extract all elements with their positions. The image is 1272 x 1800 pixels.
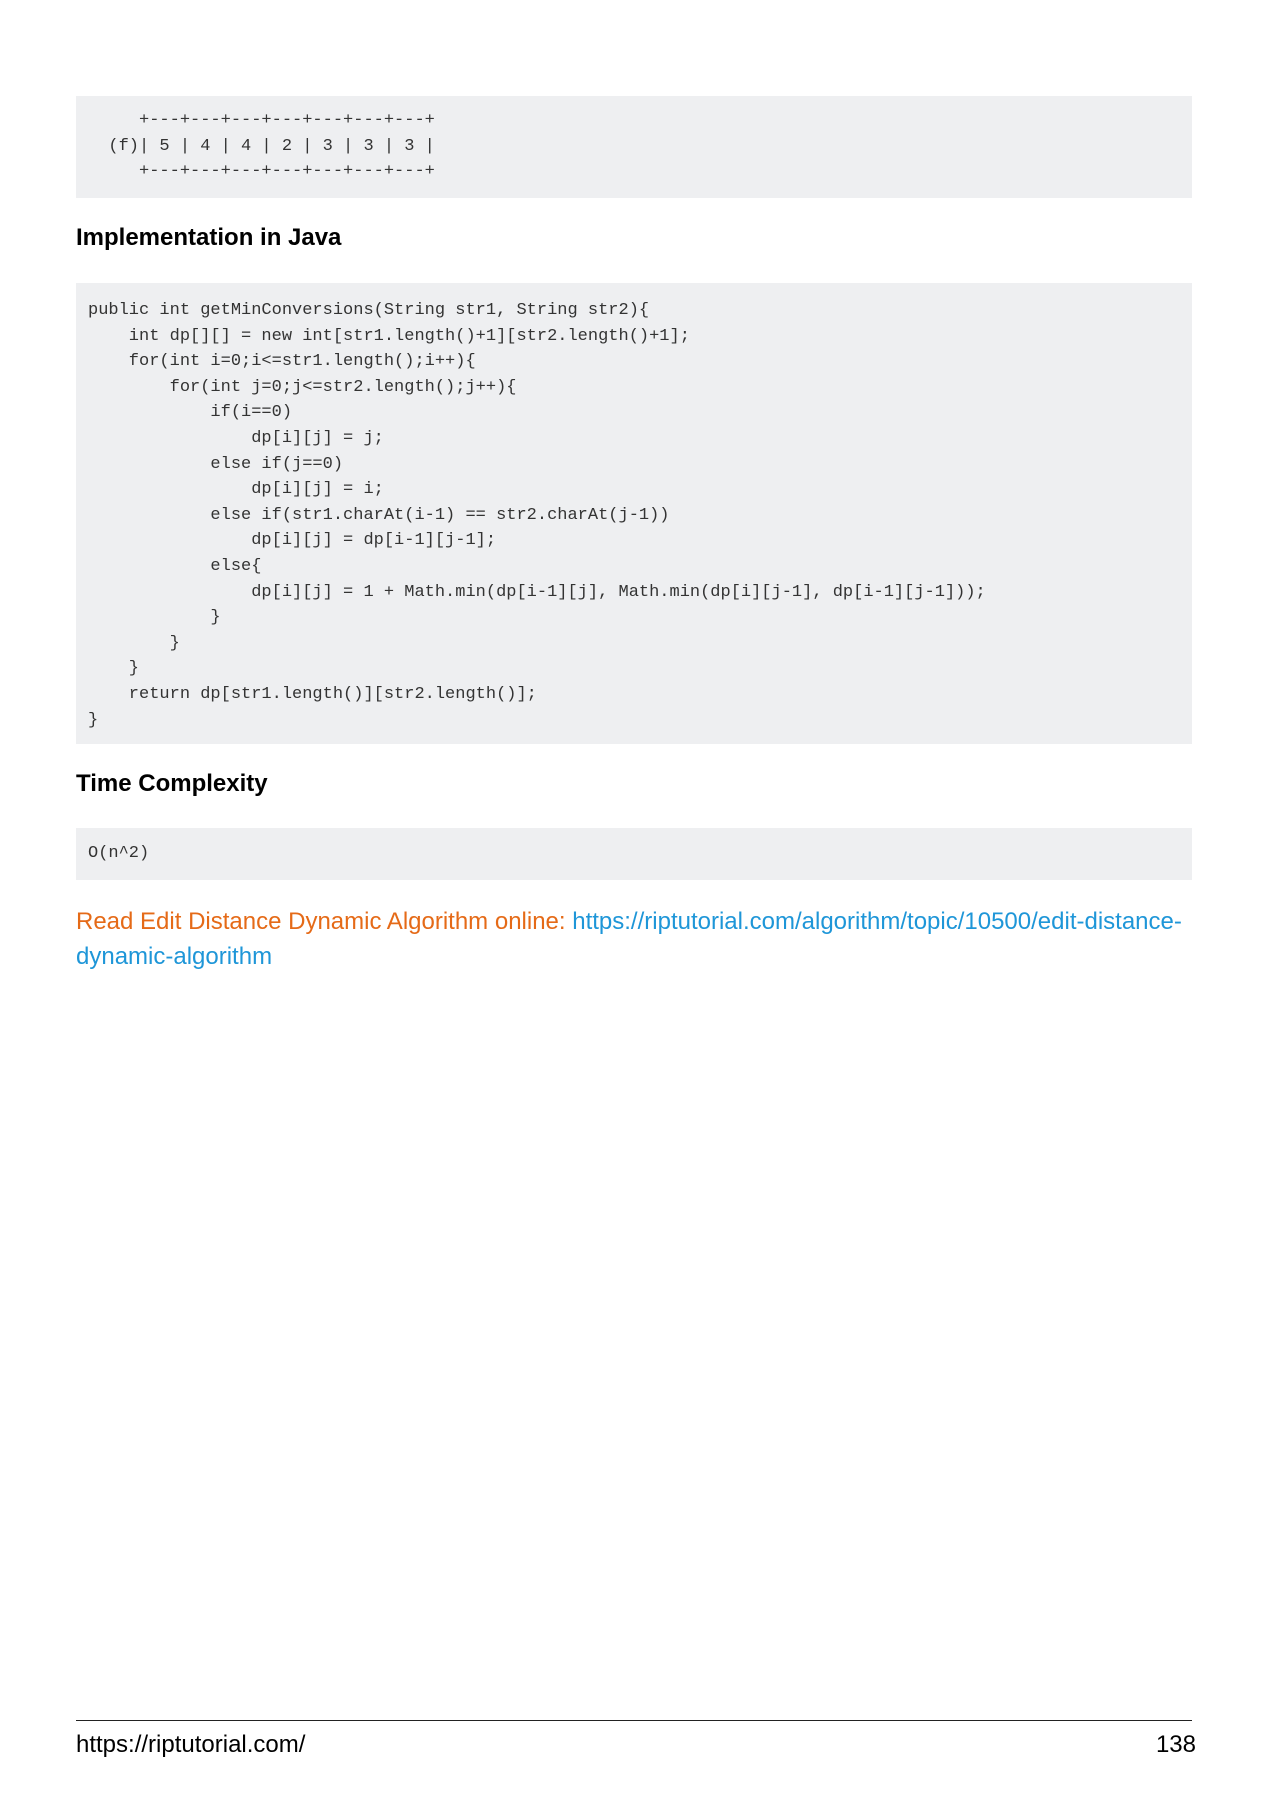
java-code-block [76,283,1192,744]
code-line: for(int j=0;j<=str2.length();j++){ [88,377,517,397]
code-line: else if(str1.charAt(i-1) == str2.charAt(j-1)) [88,505,670,525]
topic-link[interactable]: https://riptutorial.com/algorithm/topic/10500/edit-distance-dynamic-algorithm [76,908,1182,970]
code-line: else{ [88,556,262,576]
code-line: +---+---+---+---+---+---+---+ [88,111,435,130]
code-line: if(i==0) [88,403,293,423]
code-line: dp[i][j] = j; [88,428,384,448]
code-line: else if(j==0) [88,454,344,474]
footer-url: https://riptutorial.com/ [76,1731,306,1758]
code-line: } [88,659,140,679]
page-number: 138 [1155,1731,1196,1758]
code-line: dp[i][j] = 1 + Math.min(dp[i-1][j], Math.min(dp[i][j-1], dp[i-1][j-1])); [88,582,986,602]
code-line: public int getMinConversions(String str1, String str2){ [88,301,650,320]
code-line: } [88,633,180,653]
code-line: return dp[str1.length()][str2.length()]; [88,684,537,704]
code-line: dp[i][j] = i; [88,480,384,500]
code-line: } [88,710,99,730]
complexity-code-block [76,828,1192,880]
code-line: O(n^2) [88,844,150,863]
code-line: +---+---+---+---+---+---+---+ [88,162,435,181]
code-line: int dp[][] = new int[str1.length()+1][str2.length()+1]; [88,326,690,346]
read-online-label: Read Edit Distance Dynamic Algorithm online: [76,908,573,935]
implementation-heading: Implementation in Java [76,224,342,251]
code-line: (f)| 5 | 4 | 4 | 2 | 3 | 3 | 3 | [88,136,435,156]
ascii-table-code-block [76,96,1192,198]
footer-divider [76,1720,1192,1721]
code-line: for(int i=0;i<=str1.length();i++){ [88,352,476,372]
time-complexity-heading: Time Complexity [76,770,268,797]
read-online-paragraph [76,904,1196,974]
code-line: } [88,608,221,628]
code-line: dp[i][j] = dp[i-1][j-1]; [88,531,497,551]
